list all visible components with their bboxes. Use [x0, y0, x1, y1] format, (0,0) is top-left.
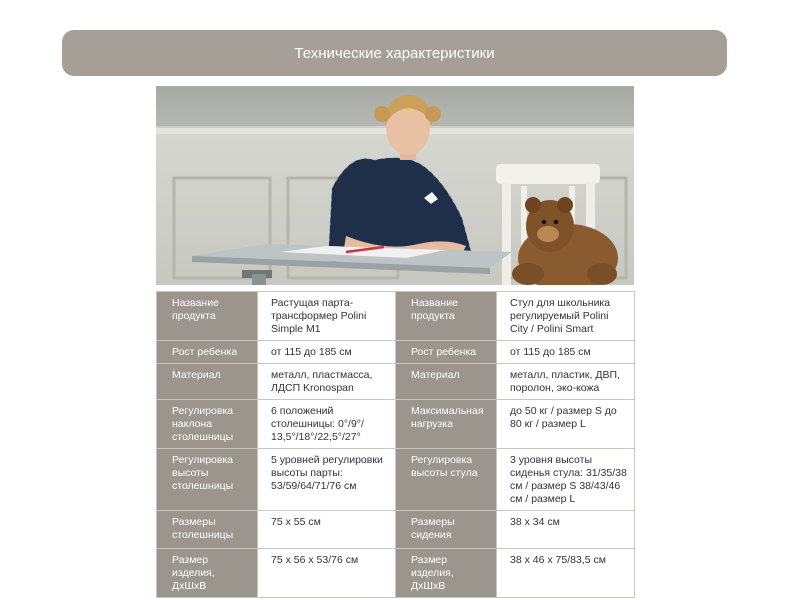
spec-label: Размеры столешницы: [157, 511, 258, 549]
spec-label: Размер изделия, ДхШхВ: [396, 549, 497, 598]
spec-label: Регулировка наклона столешницы: [157, 400, 258, 449]
spec-label: Рост ребенка: [157, 341, 258, 364]
spec-value: 6 положений столешницы: 0°/9°/ 13,5°/18°/22,5°/27°: [258, 400, 396, 449]
spec-value: 5 уровней регулировки высоты парты: 53/59/64/71/76 см: [258, 449, 396, 511]
spec-value: Растущая парта-трансформер Polini Simple M1: [258, 292, 396, 341]
child-at-desk-photo: [156, 86, 634, 285]
spec-value: 3 уровня высоты сиденья стула: 31/35/38 см / размер S 38/43/46 см / размер L: [497, 449, 635, 511]
spec-label: Название продукта: [157, 292, 258, 341]
spec-value: 75 х 56 х 53/76 см: [258, 549, 396, 598]
spec-value: до 50 кг / размер S до 80 кг / размер L: [497, 400, 635, 449]
spec-value: 75 х 55 см: [258, 511, 396, 549]
spec-label: Материал: [157, 364, 258, 400]
table-row: [157, 511, 635, 549]
spec-value: Стул для школьника регулируемый Polini City / Polini Smart: [497, 292, 635, 341]
spec-value: от 115 до 185 см: [258, 341, 396, 364]
spec-table: [156, 291, 635, 598]
section-title-banner: [62, 30, 727, 76]
spec-label: Регулировка высоты столешницы: [157, 449, 258, 511]
spec-value: 38 х 46 х 75/83,5 см: [497, 549, 635, 598]
spec-label: Название продукта: [396, 292, 497, 341]
spec-label: Рост ребенка: [396, 341, 497, 364]
section-title: Технические характеристики: [294, 44, 495, 62]
table-row: [157, 341, 635, 364]
spec-label: Размер изделия, ДхШхВ: [157, 549, 258, 598]
spec-label: Материал: [396, 364, 497, 400]
table-row: [157, 292, 635, 341]
table-row: [157, 400, 635, 449]
spec-value: металл, пластик, ДВП, поролон, эко-кожа: [497, 364, 635, 400]
spec-label: Размеры сидения: [396, 511, 497, 549]
spec-label: Максимальная нагрузка: [396, 400, 497, 449]
spec-value: 38 х 34 см: [497, 511, 635, 549]
table-row: [157, 549, 635, 598]
spec-label: Регулировка высоты стула: [396, 449, 497, 511]
product-photo: [156, 86, 634, 285]
spec-value: металл, пластмасса, ЛДСП Kronospan: [258, 364, 396, 400]
table-row: [157, 449, 635, 511]
table-row: [157, 364, 635, 400]
spec-value: от 115 до 185 см: [497, 341, 635, 364]
